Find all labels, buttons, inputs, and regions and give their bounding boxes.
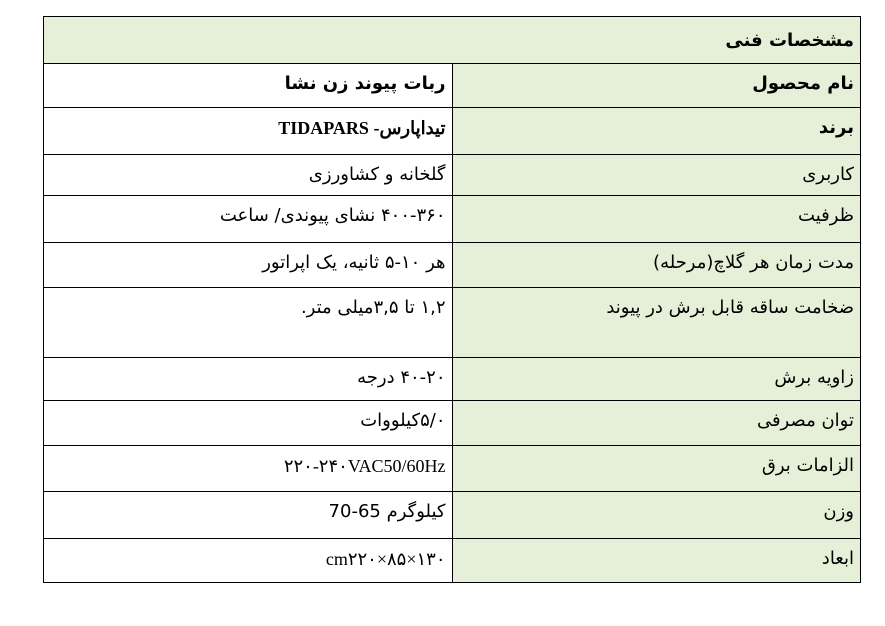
row-value-dimensions: cm۲۲۰×۸۵×۱۳۰: [44, 539, 453, 583]
row-label-product-name: نام محصول: [452, 64, 861, 108]
row-value-weight: کیلوگرم 65-70: [44, 492, 453, 539]
row-value-power: ۵/۰کیلووات: [44, 401, 453, 446]
spec-table: [43, 16, 861, 583]
row-value-cut-angle: ۴۰-۲۰ درجه: [44, 358, 453, 401]
row-label-stem-thickness: ضخامت ساقه قابل برش در پیوند: [452, 288, 861, 358]
row-value-electrical: ۲۲۰-۲۴۰VAC50/60Hz: [44, 446, 453, 492]
table-row: [44, 64, 861, 108]
row-value-capacity: ۴۰۰-۳۶۰ نشای پیوندی/ ساعت: [44, 196, 453, 243]
row-label-weight: وزن: [452, 492, 861, 539]
table-header-row: [44, 17, 861, 64]
row-label-dimensions: ابعاد: [452, 539, 861, 583]
table-row: [44, 492, 861, 539]
table-row: [44, 155, 861, 196]
row-value-cycle-time: هر ۱۰-۵ ثانیه، یک اپراتور: [44, 243, 453, 288]
table-row: [44, 401, 861, 446]
table-row: [44, 196, 861, 243]
row-value-stem-thickness: ۱,۲ تا ۳,۵میلی متر.: [44, 288, 453, 358]
row-label-usage: کاربری: [452, 155, 861, 196]
table-row: [44, 243, 861, 288]
row-label-power: توان مصرفی: [452, 401, 861, 446]
row-label-cycle-time: مدت زمان هر گلاچ(مرحله): [452, 243, 861, 288]
row-value-product-name: ربات پیوند زن نشا: [44, 64, 453, 108]
table-row: [44, 539, 861, 583]
table-row: [44, 446, 861, 492]
table-title: مشخصات فنی: [44, 17, 861, 64]
row-label-electrical: الزامات برق: [452, 446, 861, 492]
table-row: [44, 288, 861, 358]
row-value-usage: گلخانه و کشاورزی: [44, 155, 453, 196]
row-label-cut-angle: زاویه برش: [452, 358, 861, 401]
table-row: [44, 108, 861, 155]
row-label-capacity: ظرفیت: [452, 196, 861, 243]
table-row: [44, 358, 861, 401]
row-label-brand: برند: [452, 108, 861, 155]
row-value-brand: تیداپارس- TIDAPARS: [44, 108, 453, 155]
